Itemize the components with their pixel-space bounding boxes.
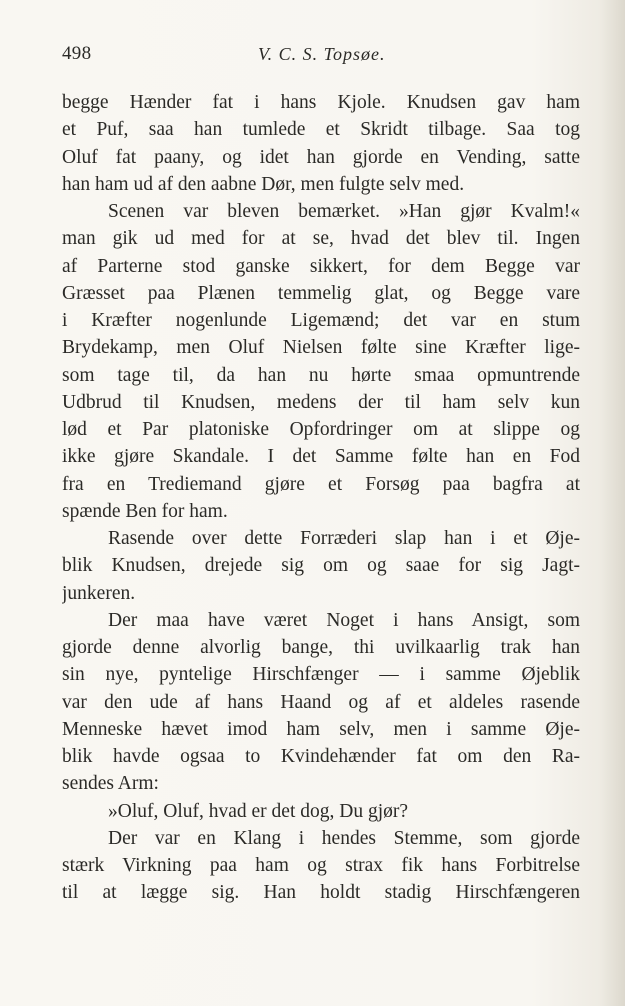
- text-line: af Parterne stod ganske sikkert, for dem Begge var: [62, 255, 580, 277]
- text-line: Scenen var bleven bemærket. »Han gjør Kvalm!«: [108, 201, 580, 222]
- page-header: [62, 43, 582, 71]
- text-line: blik Knudsen, drejede sig om og saae for sig Jagt-: [62, 555, 580, 577]
- text-line: gjorde denne alvorlig bange, thi uvilkaarlig trak han: [62, 637, 580, 658]
- text-line: et Puf, saa han tumlede et Skridt tilbage. Saa tog: [62, 119, 580, 141]
- text-line: ikke gjøre Skandale. I det Samme følte han en Fod: [62, 446, 580, 468]
- text-line: junkeren.: [62, 582, 136, 604]
- text-line: »Oluf, Oluf, hvad er det dog, Du gjør?: [108, 800, 409, 822]
- text-line: var den ude af hans Haand og af et aldeles rasende: [62, 691, 580, 713]
- text-line: Oluf fat paany, og idet han gjorde en Vending, satte: [62, 146, 580, 168]
- text-line: han ham ud af den aabne Dør, men fulgte selv med.: [62, 173, 465, 195]
- text-line: man gik ud med for at se, hvad det blev til. Ingen: [62, 228, 580, 250]
- text-line: fra en Trediemand gjøre et Forsøg paa bagfra at: [62, 473, 580, 495]
- text-line: sin nye, pyntelige Hirschfænger — i samme Øjeblik: [62, 664, 580, 686]
- text-line: Der var en Klang i hendes Stemme, som gjorde: [108, 827, 580, 849]
- text-line: stærk Virkning paa ham og strax fik hans Forbitrelse: [62, 855, 580, 876]
- text-line: Rasende over dette Forræderi slap han i et Øje-: [108, 528, 580, 549]
- text-line: begge Hænder fat i hans Kjole. Knudsen gav ham: [62, 92, 580, 113]
- page-number: 498: [62, 43, 92, 64]
- text-line: spænde Ben for ham.: [62, 500, 228, 522]
- text-line: i Kræfter nogenlunde Ligemænd; det var en stum: [62, 310, 580, 331]
- text-line: Menneske hævet imod ham selv, men i samme Øje-: [62, 718, 580, 740]
- text-line: blik havde ogsaa to Kvindehænder fat om den Ra-: [62, 746, 580, 767]
- text-line: Græsset paa Plænen temmelig glat, og Begge vare: [62, 282, 580, 304]
- text-line: Der maa have været Noget i hans Ansigt, som: [108, 609, 580, 631]
- text-line: Brydekamp, men Oluf Nielsen følte sine Kræfter lige-: [62, 337, 580, 359]
- text-line: til at lægge sig. Han holdt stadig Hirschfængeren: [62, 882, 580, 904]
- text-line: Udbrud til Knudsen, medens der til ham selv kun: [62, 391, 580, 413]
- text-line: som tage til, da han nu hørte smaa opmuntrende: [62, 364, 580, 386]
- text-line: lød et Par platoniske Opfordringer om at slippe og: [62, 419, 580, 440]
- text-line: sendes Arm:: [62, 773, 159, 795]
- body-text: [62, 89, 580, 907]
- running-head: V. C. S. Topsøe.: [258, 44, 386, 64]
